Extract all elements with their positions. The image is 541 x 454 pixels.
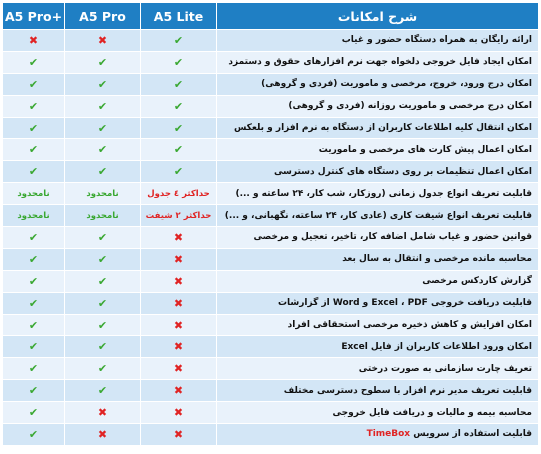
feature-comparison-table xyxy=(2,2,539,446)
table-row xyxy=(3,424,539,446)
table-body xyxy=(3,30,539,446)
cross-icon: ✖ xyxy=(173,318,184,332)
cell-pro-plus xyxy=(3,117,65,139)
table-header-row xyxy=(3,3,539,30)
check-icon: ✔ xyxy=(28,77,39,91)
cell-pro-plus xyxy=(3,270,65,292)
table-row xyxy=(3,205,539,227)
cell-pro-plus xyxy=(3,248,65,270)
table-row xyxy=(3,161,539,183)
check-icon: ✔ xyxy=(97,121,108,135)
table-row xyxy=(3,117,539,139)
check-icon: ✔ xyxy=(28,230,39,244)
limit-text: نامحدود xyxy=(86,210,119,221)
cell-lite xyxy=(141,139,217,161)
check-icon: ✔ xyxy=(97,318,108,332)
feature-description: محاسبه مانده مرخصی و انتقال به سال بعد xyxy=(217,248,539,270)
cell-lite xyxy=(141,358,217,380)
cell-lite xyxy=(141,183,217,205)
cell-lite xyxy=(141,51,217,73)
check-icon: ✔ xyxy=(28,406,39,420)
check-icon: ✔ xyxy=(97,99,108,113)
cell-pro-plus xyxy=(3,183,65,205)
check-icon: ✔ xyxy=(97,252,108,266)
table-row xyxy=(3,358,539,380)
column-header-lite: A5 Lite xyxy=(141,3,217,30)
cross-icon: ✖ xyxy=(173,252,184,266)
feature-description: امکان درج مرخصی و ماموریت روزانه (فردی و گروهی) xyxy=(217,95,539,117)
cross-icon: ✖ xyxy=(173,230,184,244)
cell-pro-plus xyxy=(3,95,65,117)
check-icon: ✔ xyxy=(97,77,108,91)
cell-pro xyxy=(65,314,141,336)
cell-pro-plus xyxy=(3,424,65,446)
timebox-highlight: TimeBox xyxy=(366,429,411,440)
cell-pro xyxy=(65,424,141,446)
cell-pro xyxy=(65,161,141,183)
check-icon: ✔ xyxy=(97,340,108,354)
check-icon: ✔ xyxy=(28,384,39,398)
feature-description: قوانین حضور و غیاب شامل اضافه کار، تاخیر، تعجیل و مرخصی xyxy=(217,227,539,249)
cell-lite xyxy=(141,117,217,139)
cross-icon: ✖ xyxy=(173,427,184,441)
cell-pro xyxy=(65,227,141,249)
check-icon: ✔ xyxy=(173,99,184,113)
table-row xyxy=(3,183,539,205)
check-icon: ✔ xyxy=(173,143,184,157)
check-icon: ✔ xyxy=(28,274,39,288)
table-row xyxy=(3,30,539,52)
check-icon: ✔ xyxy=(173,121,184,135)
feature-description: محاسبه بیمه و مالیات و دریافت فایل خروجی xyxy=(217,402,539,424)
check-icon: ✔ xyxy=(28,99,39,113)
table-row xyxy=(3,292,539,314)
cross-icon: ✖ xyxy=(173,296,184,310)
cell-lite xyxy=(141,30,217,52)
cell-pro xyxy=(65,336,141,358)
limit-text: نامحدود xyxy=(17,210,50,221)
cross-icon: ✖ xyxy=(97,427,108,441)
feature-text: قابلیت استفاده از سرویس xyxy=(410,429,532,440)
limit-text: حداکثر ۲ شیفت xyxy=(145,210,212,221)
cell-pro-plus xyxy=(3,358,65,380)
check-icon: ✔ xyxy=(28,362,39,376)
feature-description: ارائه رایگان به همراه دستگاه حضور و غیاب xyxy=(217,30,539,52)
feature-description: امکان ایجاد فایل خروجی دلخواه جهت نرم افزارهای حقوق و دستمزد xyxy=(217,51,539,73)
cell-lite xyxy=(141,292,217,314)
cell-lite xyxy=(141,314,217,336)
cell-pro-plus xyxy=(3,336,65,358)
feature-description: امکان درج ورود، خروج، مرخصی و ماموریت (فردی و گروهی) xyxy=(217,73,539,95)
feature-description: تعریف چارت سازمانی به صورت درختی xyxy=(217,358,539,380)
feature-description: قابلیت تعریف مدیر نرم افزار با سطوح دسترسی مختلف xyxy=(217,380,539,402)
cell-pro xyxy=(65,30,141,52)
cell-lite xyxy=(141,227,217,249)
check-icon: ✔ xyxy=(97,165,108,179)
check-icon: ✔ xyxy=(173,165,184,179)
column-header-features: شرح امکانات xyxy=(217,3,539,30)
cell-pro-plus xyxy=(3,30,65,52)
column-header-pro-plus: A5 Pro+ xyxy=(3,3,65,30)
feature-description: امکان افزایش و کاهش ذخیره مرخصی استحقاقی افراد xyxy=(217,314,539,336)
check-icon: ✔ xyxy=(97,362,108,376)
cell-pro xyxy=(65,380,141,402)
table-row xyxy=(3,95,539,117)
feature-description: قابلیت تعریف انواع جدول زمانی (روزکار، شب کار، ۲۴ ساعته و ...) xyxy=(217,183,539,205)
check-icon: ✔ xyxy=(28,427,39,441)
cell-pro xyxy=(65,402,141,424)
check-icon: ✔ xyxy=(173,55,184,69)
cell-pro xyxy=(65,292,141,314)
feature-description: قابلیت دریافت خروجی Excel ، PDF و Word از گزارشات xyxy=(217,292,539,314)
cell-pro-plus xyxy=(3,73,65,95)
cell-pro xyxy=(65,139,141,161)
cell-pro xyxy=(65,95,141,117)
cross-icon: ✖ xyxy=(97,406,108,420)
cross-icon: ✖ xyxy=(173,340,184,354)
cell-pro xyxy=(65,183,141,205)
cross-icon: ✖ xyxy=(173,384,184,398)
limit-text: حداکثر ٤ جدول xyxy=(147,188,210,199)
check-icon: ✔ xyxy=(28,55,39,69)
cell-pro-plus xyxy=(3,227,65,249)
table-row xyxy=(3,73,539,95)
table-row xyxy=(3,402,539,424)
column-header-pro: A5 Pro xyxy=(65,3,141,30)
limit-text: نامحدود xyxy=(86,188,119,199)
check-icon: ✔ xyxy=(97,384,108,398)
cell-lite xyxy=(141,248,217,270)
table-row xyxy=(3,139,539,161)
check-icon: ✔ xyxy=(28,318,39,332)
check-icon: ✔ xyxy=(97,296,108,310)
table-row xyxy=(3,336,539,358)
cell-pro-plus xyxy=(3,380,65,402)
cell-lite xyxy=(141,205,217,227)
cell-pro xyxy=(65,270,141,292)
check-icon: ✔ xyxy=(173,33,184,47)
cell-lite xyxy=(141,161,217,183)
table-row xyxy=(3,314,539,336)
feature-description: امکان اعمال پیش کارت های مرخصی و ماموریت xyxy=(217,139,539,161)
cell-pro xyxy=(65,117,141,139)
cross-icon: ✖ xyxy=(173,406,184,420)
cell-pro-plus xyxy=(3,314,65,336)
table-row xyxy=(3,380,539,402)
check-icon: ✔ xyxy=(97,55,108,69)
cross-icon: ✖ xyxy=(97,33,108,47)
table-row xyxy=(3,270,539,292)
cell-pro-plus xyxy=(3,51,65,73)
table-row xyxy=(3,248,539,270)
cell-pro-plus xyxy=(3,161,65,183)
feature-description: گزارش کاردکس مرخصی xyxy=(217,270,539,292)
cell-pro xyxy=(65,248,141,270)
cell-lite xyxy=(141,380,217,402)
check-icon: ✔ xyxy=(28,143,39,157)
cell-pro xyxy=(65,73,141,95)
feature-description: قابلیت تعریف انواع شیفت کاری (عادی کار، ۲۴ ساعته، نگهبانی، و ...) xyxy=(217,205,539,227)
cell-pro-plus xyxy=(3,139,65,161)
check-icon: ✔ xyxy=(28,121,39,135)
cell-lite xyxy=(141,270,217,292)
cell-pro xyxy=(65,205,141,227)
cross-icon: ✖ xyxy=(28,33,39,47)
cell-lite xyxy=(141,424,217,446)
cell-pro-plus xyxy=(3,205,65,227)
check-icon: ✔ xyxy=(28,340,39,354)
check-icon: ✔ xyxy=(97,143,108,157)
cell-pro-plus xyxy=(3,402,65,424)
cell-lite xyxy=(141,402,217,424)
cell-pro xyxy=(65,51,141,73)
feature-description xyxy=(217,424,539,446)
cell-lite xyxy=(141,73,217,95)
cell-pro-plus xyxy=(3,292,65,314)
table-row xyxy=(3,51,539,73)
check-icon: ✔ xyxy=(173,77,184,91)
table-row xyxy=(3,227,539,249)
check-icon: ✔ xyxy=(97,230,108,244)
comparison-table-wrapper xyxy=(2,2,538,451)
check-icon: ✔ xyxy=(28,165,39,179)
cross-icon: ✖ xyxy=(173,362,184,376)
check-icon: ✔ xyxy=(28,296,39,310)
check-icon: ✔ xyxy=(97,274,108,288)
cell-pro xyxy=(65,358,141,380)
limit-text: نامحدود xyxy=(17,188,50,199)
cell-lite xyxy=(141,95,217,117)
cell-lite xyxy=(141,336,217,358)
feature-description: امکان اعمال تنظیمات بر روی دستگاه های کنترل دسترسی xyxy=(217,161,539,183)
feature-description: امکان ورود اطلاعات کاربران از فایل Excel xyxy=(217,336,539,358)
feature-description: امکان انتقال کلیه اطلاعات کاربران از دستگاه به نرم افزار و بلعکس xyxy=(217,117,539,139)
check-icon: ✔ xyxy=(28,252,39,266)
cross-icon: ✖ xyxy=(173,274,184,288)
